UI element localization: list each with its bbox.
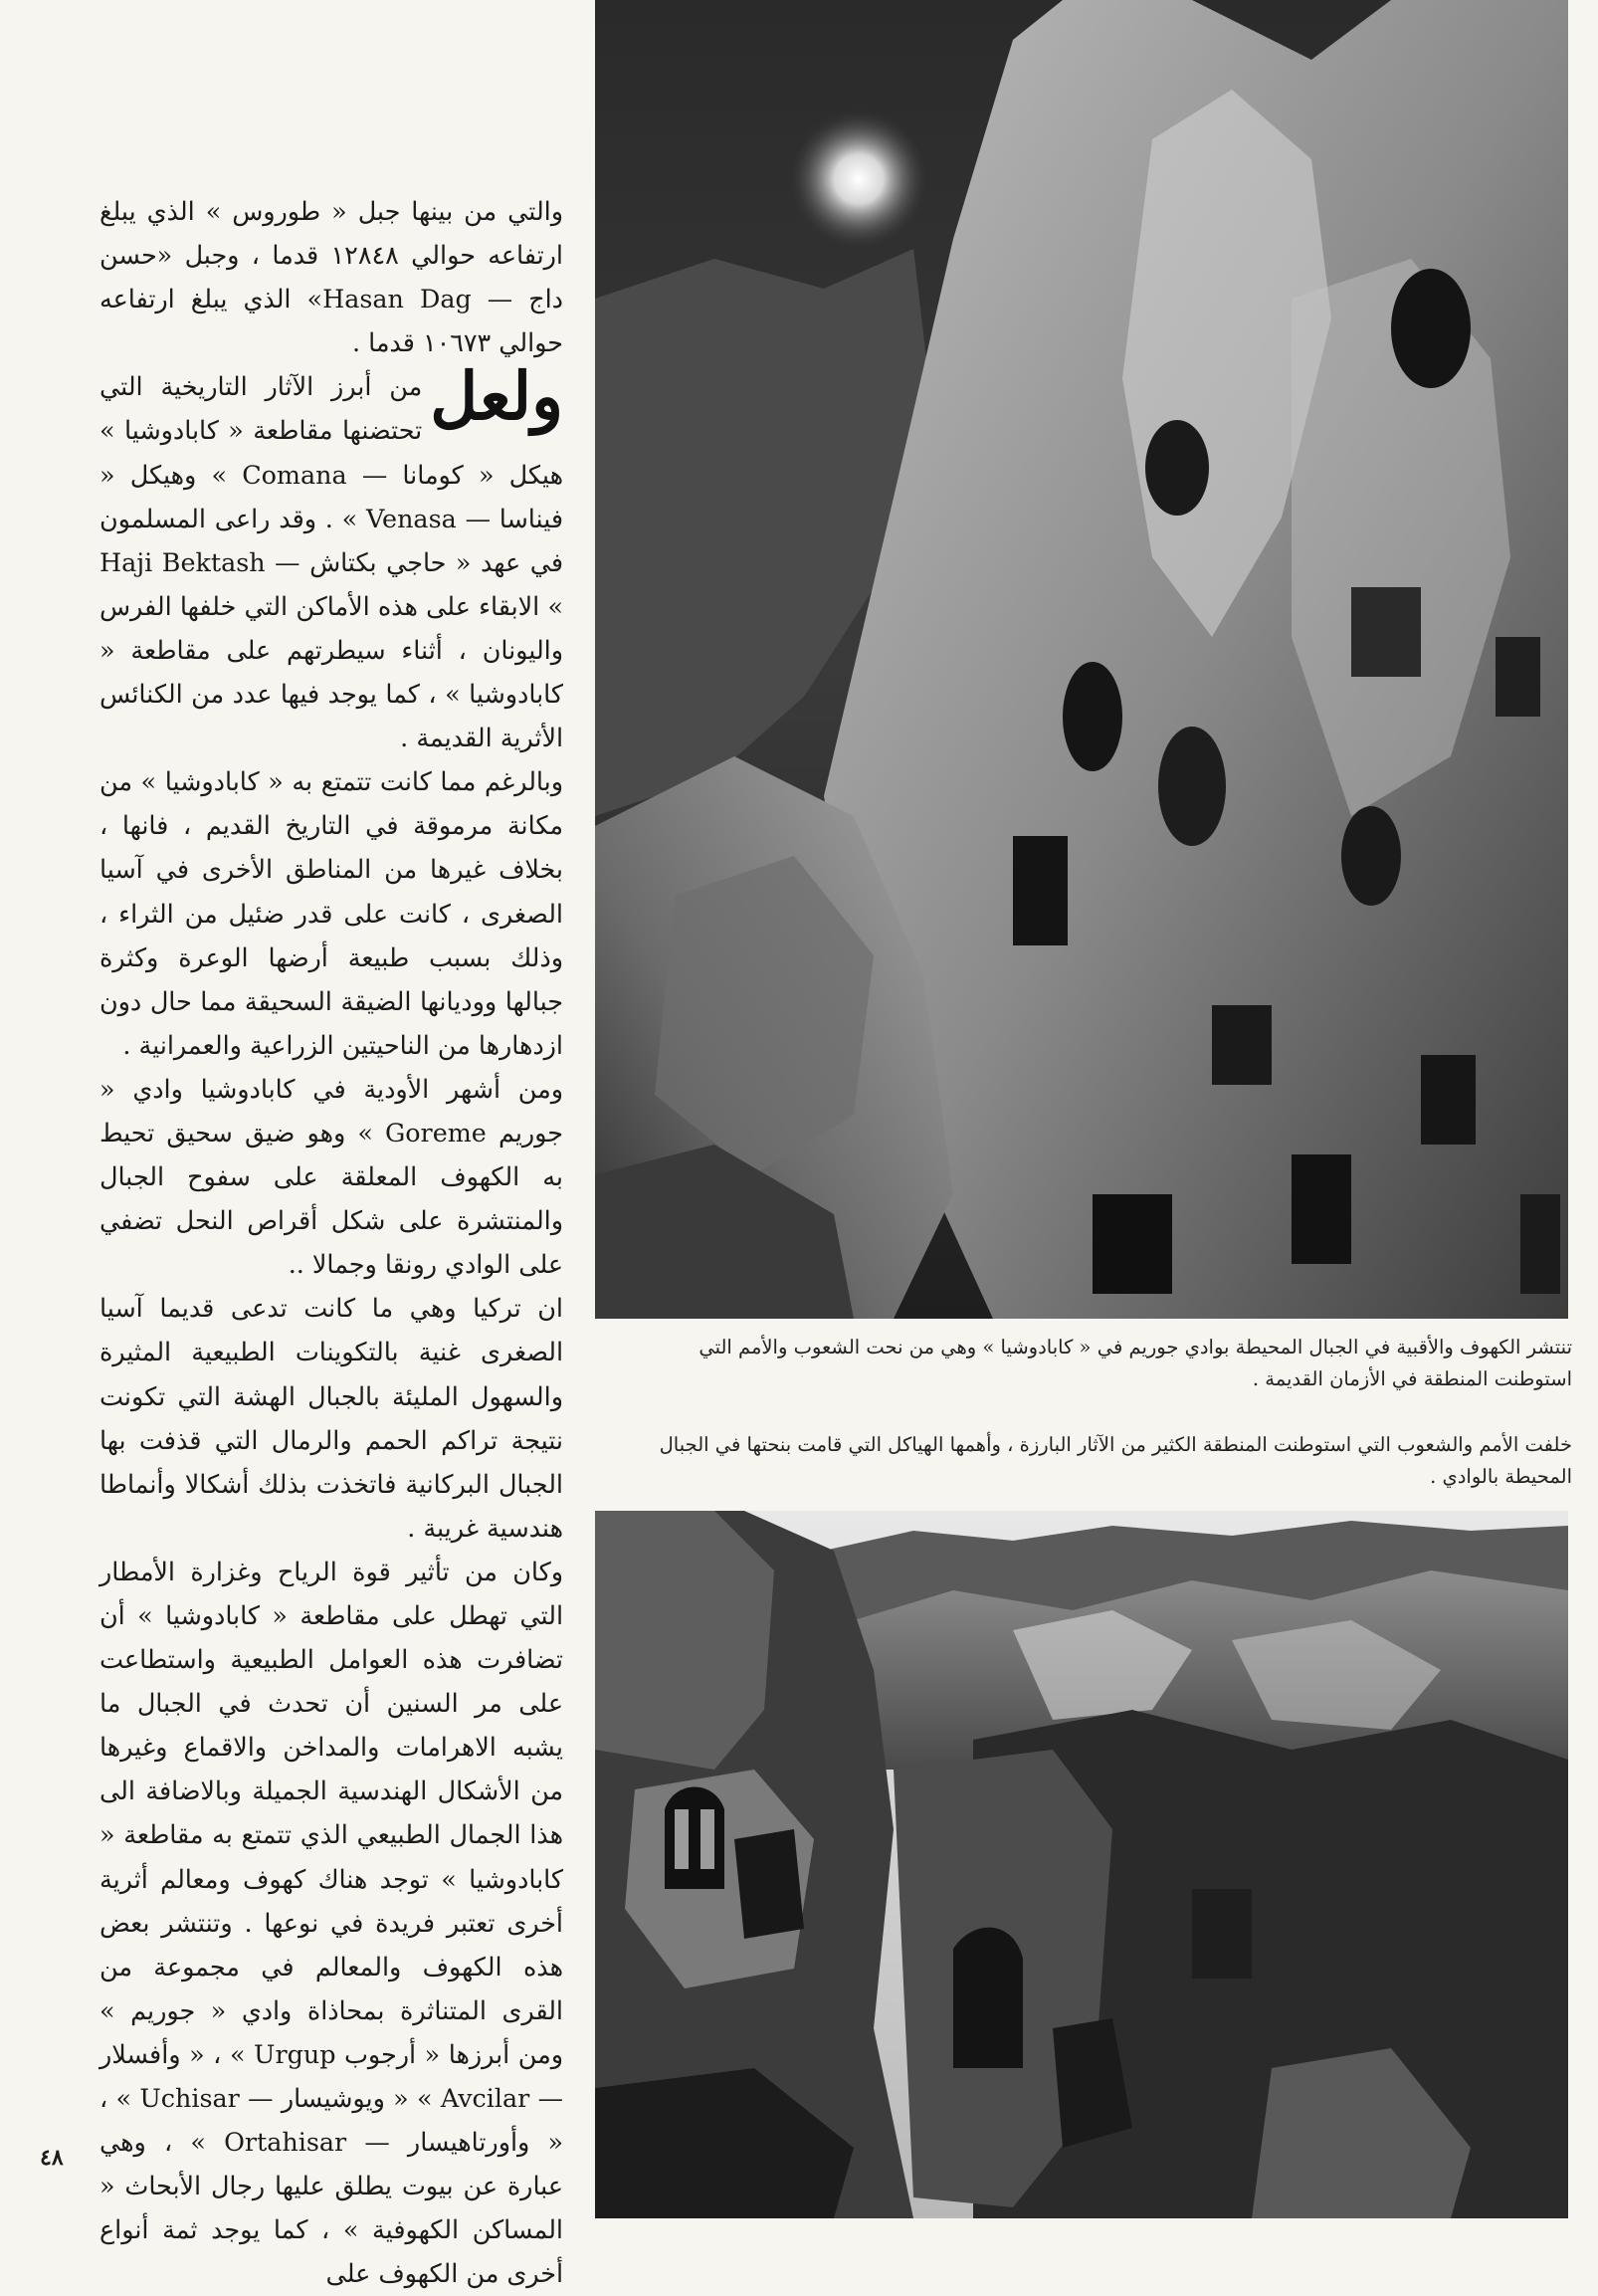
photo-caption-bottom-text: خلفت الأمم والشعوب التي استوطنت المنطقة الكثير من الآثار البارزة ، وأهمها الهياكل التي قامت بنحتها في الجبال المحيطة بالوادي . xyxy=(659,1433,1572,1488)
photo-caption-bottom xyxy=(657,1429,1572,1493)
article-column xyxy=(100,189,563,2296)
article-paragraph-1: والتي من بينها جبل « طوروس » الذي يبلغ ارتفاعه حوالي ١٢٨٤٨ قدما ، وجبل «حسن داج — Hasan Dag» الذي يبلغ ارتفاعه حوالي ١٠٦٧٣ قدما . xyxy=(100,196,563,358)
article-paragraph-5: ان تركيا وهي ما كانت تدعى قديما آسيا الصغرى غنية بالتكوينات الطبيعية المثيرة والسهول المليئة بالجبال الهشة التي تكونت نتيجة تراكم الحمم والرمال التي قذفت بها الجبال البركانية فاتخذت بذلك أشكالا وأنماطا هندسية غريبة . xyxy=(100,1293,563,1543)
page-number: ٤٨ xyxy=(40,2145,64,2171)
article-paragraph-4: ومن أشهر الأودية في كابادوشيا وادي « جوريم Goreme » وهو ضيق سحيق تحيط به الكهوف المعلقة على سفوح الجبال والمنتشرة على شكل أقراص النحل تضفي على الوادي رونقا وجمالا .. xyxy=(100,1073,563,1280)
cave-cliffs-photo xyxy=(595,0,1568,1319)
cave-cliffs-illustration xyxy=(595,0,1568,1319)
article-paragraph-3: وبالرغم مما كانت تتمتع به « كابادوشيا » من مكانة مرموقة في التاريخ القديم ، فانها ، بخلاف غيرها من المناطق الأخرى في آسيا الصغرى ، كانت على قدر ضئيل من الثراء ، وذلك بسبب طبيعة أرضها الوعرة وكثرة جبالها ووديانها الضيقة السحيقة مما حال دون ازدهارها من الناحيتين الزراعية والعمرانية . xyxy=(100,766,563,1060)
drop-cap: ولعل xyxy=(430,357,563,436)
article-paragraph-6: وكان من تأثير قوة الرياح وغزارة الأمطار التي تهطل على مقاطعة « كابادوشيا » أن تضافرت هذه العوامل الطبيعية واستطاعت على مر السنين أن تحدث في الجبال ما يشبه الاهرامات والمداخن والاقماع وغيرها من الأشكال الهندسية الجميلة وبالاضافة الى هذا الجمال الطبيعي الذي تتمتع به مقاطعة « كابادوشيا » توجد هناك كهوف ومعالم أثرية أخرى تعتبر فريدة في نوعها . وتنتشر بعض هذه الكهوف والمعالم في مجموعة من القرى المتناثرة بمحاذاة وادي « جوريم » ومن أبرزها « أرجوب Urgup » ، « وأفسلار — Avcilar » « ويوشيسار — Uchisar » ، « وأورتاهيسار — Ortahisar » ، وهي عبارة عن بيوت يطلق عليها رجال الأبحاث « المساكن الكهوفية » ، كما يوجد ثمة أنواع أخرى من الكهوف على xyxy=(100,1556,563,2289)
photo-caption-top xyxy=(657,1332,1572,1395)
rock-dwellings-illustration xyxy=(595,1511,1568,2218)
article-paragraph-2 xyxy=(100,357,563,759)
rock-dwellings-photo xyxy=(595,1511,1568,2218)
article-paragraph-2-text: من أبرز الآثار التاريخية التي تحتضنها مقاطعة « كابادوشيا » هيكل « كومانا — Comana » وهيكل « فيناسا — Venasa » . وقد راعى المسلمون في عهد « حاجي بكتاش — Haji Bektash » الابقاء على هذه الأماكن التي خلفها الفرس واليونان ، أثناء سيطرتهم على مقاطعة « كابادوشيا » ، كما يوجد فيها عدد من الكنائس الأثرية القديمة . xyxy=(100,371,563,753)
photo-caption-top-text: تنتشر الكهوف والأقبية في الجبال المحيطة بوادي جوريم في « كابادوشيا » وهي من نحت الشعوب والأمم التي استوطنت المنطقة في الأزمان القديمة . xyxy=(699,1336,1572,1390)
